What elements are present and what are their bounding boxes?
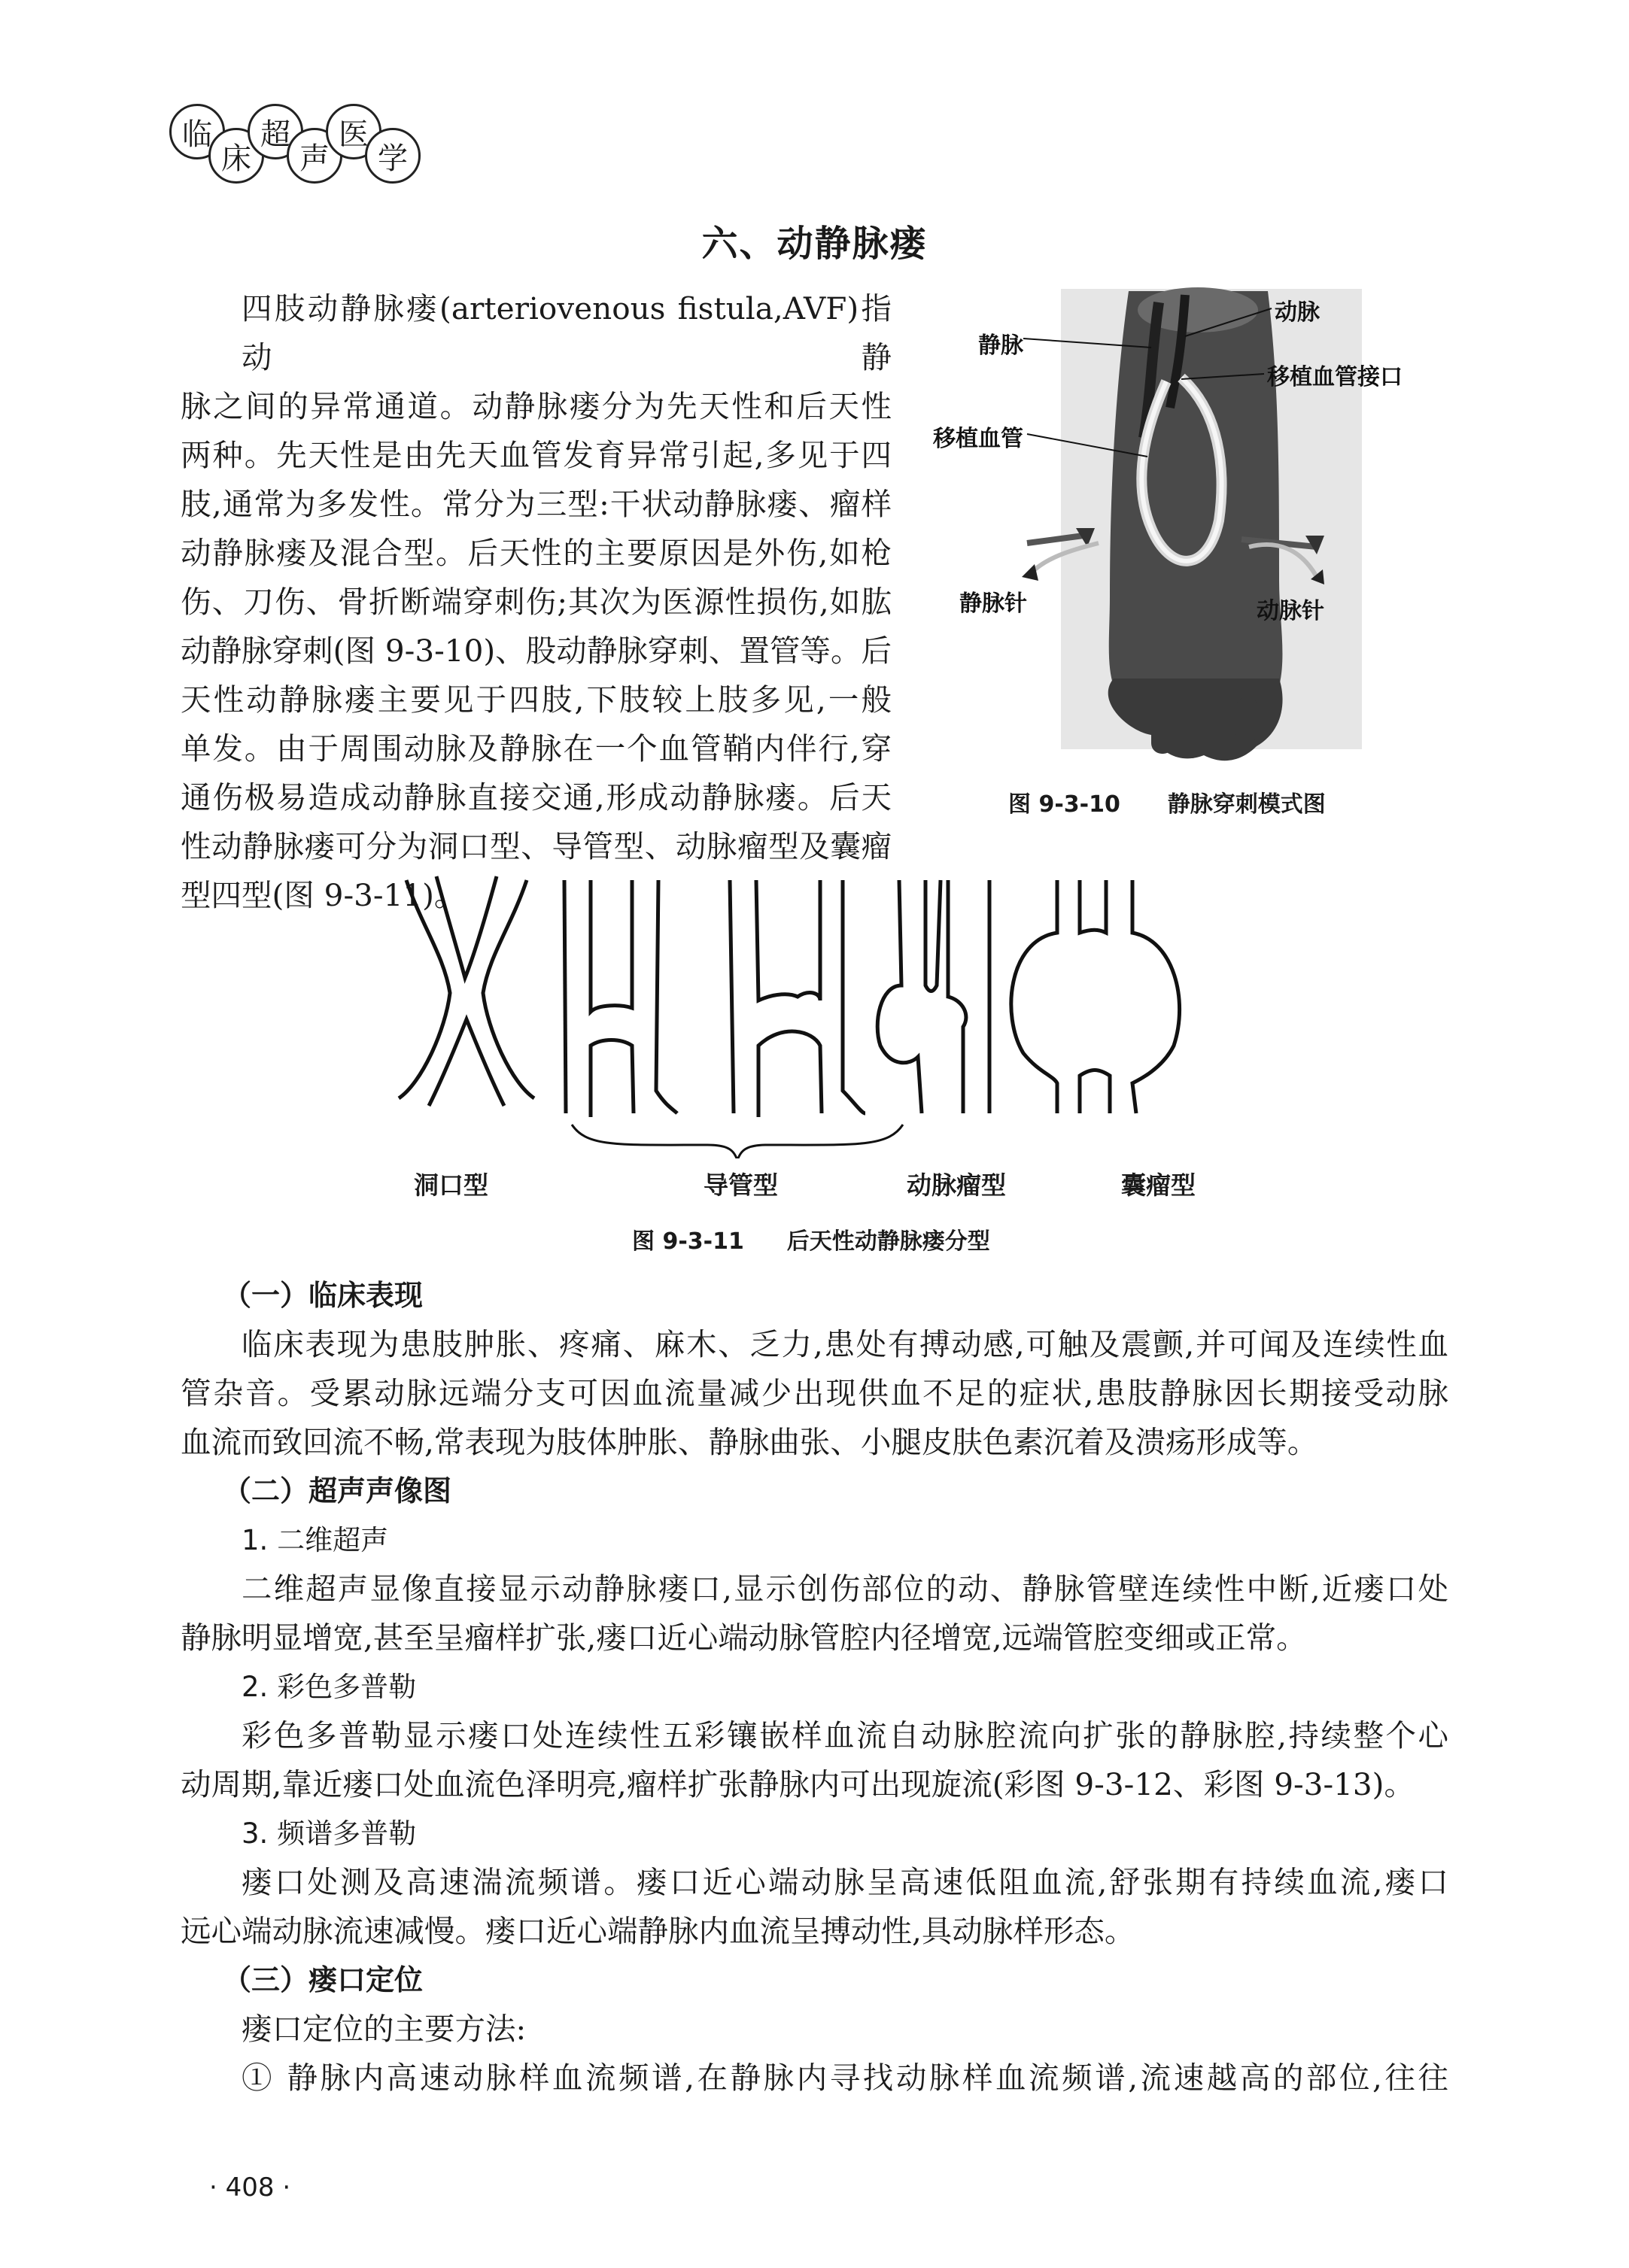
ultrasound-2d-line: 二维超声显像直接显示动静脉瘘口,显示创伤部位的动、静脉管壁连续性中断,近瘘口处: [242, 1571, 1448, 1607]
orifice-type-drawing: [399, 876, 534, 1106]
caption-text: 后天性动静脉瘘分型: [786, 1228, 990, 1255]
figure-9-3-11: [391, 865, 1242, 1256]
body-sections: [181, 1271, 1448, 2103]
header-char: 医: [326, 104, 381, 159]
header-char: 超: [248, 104, 303, 159]
spectral-doppler-line: 瘘口处测及高速湍流频谱。瘘口近心端动脉呈高速低阻血流,舒张期有持续血流,瘘口: [242, 1864, 1448, 1900]
aneurysm-type-drawing: [877, 880, 989, 1113]
fistula-types-diagram: [391, 865, 1242, 1158]
figure-9-3-10-caption: [1008, 785, 1326, 818]
catheter-type-drawing-1: [564, 880, 677, 1117]
intro-line: 型四型(图 9-3-11)。: [181, 877, 465, 913]
catheter-brace: [572, 1125, 903, 1158]
subheading-2d: 1. 二维超声: [242, 1524, 389, 1556]
intro-line: 动静脉穿刺(图 9-3-10)、股动静脉穿刺、置管等。后: [181, 633, 892, 669]
section-heading-localization: （三）瘘口定位: [223, 1963, 424, 1996]
finger: [1235, 697, 1258, 742]
intro-paragraph: [181, 284, 892, 920]
section-heading-ultrasound: （二）超声声像图: [223, 1474, 452, 1507]
color-doppler-line: 动周期,靠近瘘口处血流色泽明亮,瘤样扩张静脉内可出现旋流(彩图 9-3-12、彩图 9-3-13)。: [181, 1766, 1415, 1802]
saccular-type-drawing: [1011, 880, 1180, 1113]
intro-line: 四肢动静脉瘘(arteriovenous fistula,AVF)指动静: [242, 290, 892, 375]
clinical-line: 管杂音。受累动脉远端分支可因血流量减少出现供血不足的症状,患肢静脉因长期接受动脉: [181, 1375, 1448, 1411]
catheter-type-drawing-2: [730, 880, 865, 1117]
clinical-line: 血流而致回流不畅,常表现为肢体肿胀、静脉曲张、小腿皮肤色素沉着及溃疡形成等。: [181, 1424, 1318, 1460]
subheading-color-doppler: 2. 彩色多普勒: [242, 1671, 417, 1703]
localization-line: ① 静脉内高速动脉样血流频谱,在静脉内寻找动脉样血流频谱,流速越高的部位,往往: [242, 2060, 1448, 2096]
figure-9-3-11-caption: [632, 1222, 990, 1255]
caption-number: 图 9-3-10: [1008, 791, 1120, 818]
intro-line: 伤、刀伤、骨折断端穿刺伤;其次为医源性损伤,如肱: [181, 584, 892, 620]
running-header: [169, 104, 440, 194]
finger: [1180, 707, 1202, 758]
intro-line: 两种。先天性是由先天血管发育异常引起,多见于四: [181, 437, 892, 473]
localization-line: 瘘口定位的主要方法:: [242, 2011, 527, 2047]
clinical-line: 临床表现为患肢肿胀、疼痛、麻木、乏力,患处有搏动感,可触及震颤,并可闻及连续性血: [242, 1326, 1448, 1362]
label-vein-needle: 静脉针: [959, 591, 1027, 617]
type-label-orifice: 洞口型: [414, 1170, 488, 1200]
header-char: 学: [365, 128, 421, 184]
header-char: 临: [169, 104, 225, 159]
finger: [1208, 707, 1230, 756]
label-graft-port: 移植血管接口: [1267, 364, 1403, 390]
finger: [1151, 701, 1174, 754]
intro-line: 脉之间的异常通道。动静脉瘘分为先天性和后天性: [181, 388, 892, 424]
header-char: 床: [208, 128, 264, 184]
type-label-aneurysm: 动脉瘤型: [907, 1170, 1006, 1200]
page-number: · 408 ·: [209, 2172, 291, 2203]
intro-line: 肢,通常为多发性。常分为三型:干状动静脉瘘、瘤样: [181, 486, 892, 522]
label-graft: 移植血管: [933, 426, 1023, 452]
forearm-shape: [1109, 291, 1283, 686]
intro-line: 通伤极易造成动静脉直接交通,形成动静脉瘘。后天: [181, 779, 892, 815]
caption-number: 图 9-3-11: [632, 1228, 744, 1255]
intro-line: 单发。由于周围动脉及静脉在一个血管鞘内伴行,穿: [181, 730, 892, 767]
caption-text: 静脉穿刺模式图: [1167, 791, 1326, 818]
type-label-catheter: 导管型: [704, 1170, 778, 1200]
section-title: 六、动静脉瘘: [701, 223, 928, 265]
subheading-spectral-doppler: 3. 频谱多普勒: [242, 1817, 417, 1850]
color-doppler-line: 彩色多普勒显示瘘口处连续性五彩镶嵌样血流自动脉腔流向扩张的静脉腔,持续整个心: [242, 1717, 1448, 1753]
label-artery-needle: 动脉针: [1257, 598, 1324, 624]
intro-line: 动静脉瘘及混合型。后天性的主要原因是外伤,如枪: [181, 535, 892, 571]
intro-line: 天性动静脉瘘主要见于四肢,下肢较上肢多见,一般: [181, 682, 892, 718]
type-label-saccular: 囊瘤型: [1121, 1170, 1196, 1200]
intro-line: 性动静脉瘘可分为洞口型、导管型、动脉瘤型及囊瘤: [181, 828, 892, 864]
spectral-doppler-line: 远心端动脉流速减慢。瘘口近心端静脉内血流呈搏动性,具动脉样形态。: [181, 1913, 1135, 1949]
ultrasound-2d-line: 静脉明显增宽,甚至呈瘤样扩张,瘘口近心端动脉管腔内径增宽,远端管腔变细或正常。: [181, 1620, 1307, 1656]
header-char: 声: [287, 128, 342, 184]
label-vein: 静脉: [978, 332, 1023, 359]
label-artery: 动脉: [1275, 299, 1320, 326]
section-heading-clinical: （一）临床表现: [223, 1279, 424, 1312]
figure-9-3-10: [925, 280, 1415, 821]
